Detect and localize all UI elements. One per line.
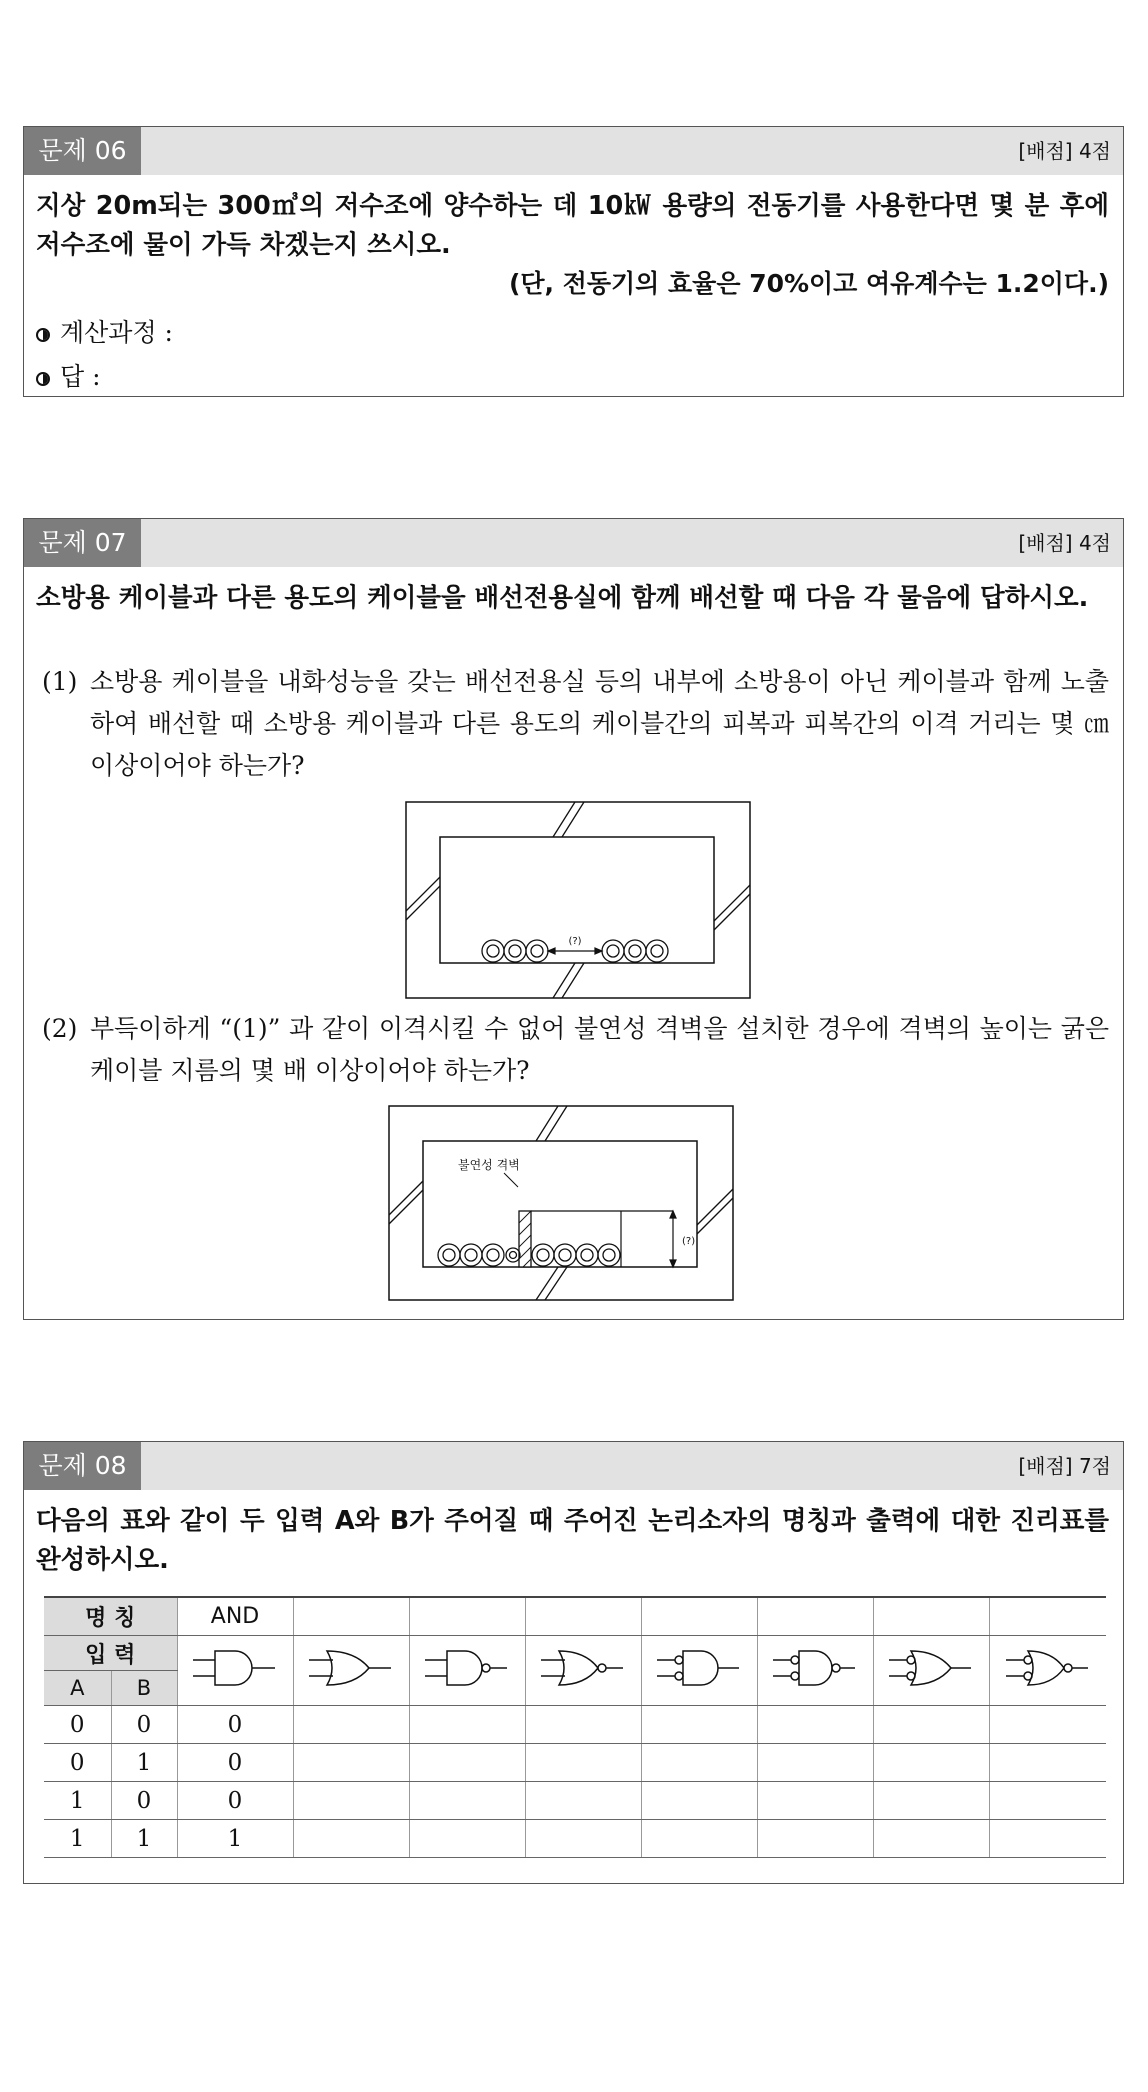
barrier-label: 불연성 격벽 xyxy=(458,1158,520,1172)
output-cell: 0 xyxy=(177,1706,293,1744)
gate-name-cell: AND xyxy=(177,1597,293,1636)
fire-wall-outer xyxy=(406,802,750,998)
output-cell: 1 xyxy=(177,1820,293,1858)
distance-arrow xyxy=(548,948,602,954)
process-label: 계산과정 : xyxy=(60,318,173,347)
question-06-card xyxy=(23,126,1124,397)
height-dimension-arrow xyxy=(670,1211,676,1267)
gate-name-row xyxy=(44,1597,1106,1636)
table-row xyxy=(44,1706,1106,1744)
cable-group-left xyxy=(482,940,548,962)
output-cell[interactable] xyxy=(641,1820,757,1858)
gate-name-cell[interactable] xyxy=(873,1597,989,1636)
input-a-cell: 0 xyxy=(44,1744,111,1782)
input-a-cell: 1 xyxy=(44,1820,111,1858)
name-header: 명 칭 xyxy=(44,1597,177,1636)
height-label: (?) xyxy=(682,1236,696,1247)
gate-symbol-cell xyxy=(757,1636,873,1706)
calculation-process-line xyxy=(36,313,173,349)
output-cell[interactable] xyxy=(989,1820,1106,1858)
gate-symbol-cell xyxy=(177,1636,293,1706)
input-a-cell: 0 xyxy=(44,1706,111,1744)
truth-table xyxy=(44,1596,1106,1858)
or-gate-icon xyxy=(305,1643,397,1693)
and-gate-icon xyxy=(189,1643,281,1693)
output-cell[interactable] xyxy=(989,1744,1106,1782)
column-b-header: B xyxy=(111,1671,177,1706)
half-circle-bullet-icon xyxy=(36,328,50,342)
question-stem: 소방용 케이블과 다른 용도의 케이블을 배선전용실에 함께 배선할 때 다음 각 물음에 답하시오. xyxy=(36,583,1089,613)
gate-name-cell[interactable] xyxy=(989,1597,1106,1636)
output-cell[interactable] xyxy=(409,1744,525,1782)
output-cell[interactable] xyxy=(525,1744,641,1782)
score-label: [배점] 7점 xyxy=(1018,1454,1111,1478)
input-b-cell: 0 xyxy=(111,1706,177,1744)
output-cell[interactable] xyxy=(525,1706,641,1744)
input-header: 입 력 xyxy=(44,1636,177,1671)
column-a-header: A xyxy=(44,1671,111,1706)
input-b-cell: 0 xyxy=(111,1782,177,1820)
sub-question-2 xyxy=(42,1008,1109,1092)
question-header xyxy=(24,127,1123,175)
question-header xyxy=(24,519,1123,567)
output-cell[interactable] xyxy=(293,1820,409,1858)
output-cell[interactable] xyxy=(989,1706,1106,1744)
or-inverted-inputs-gate-icon xyxy=(885,1643,977,1693)
output-cell[interactable] xyxy=(873,1744,989,1782)
sub-question-text: 소방용 케이블을 내화성능을 갖는 배선전용실 등의 내부에 소방용이 아닌 케이블과 함께 노출하여 배선할 때 소방용 케이블과 다른 용도의 케이블간의 피복과 피복간의 이격 거리는 몇 ㎝ 이상이어야 하는가? xyxy=(90,667,1109,780)
output-cell[interactable] xyxy=(525,1782,641,1820)
gate-name-cell[interactable] xyxy=(641,1597,757,1636)
cable-group-right xyxy=(532,1244,620,1266)
output-cell[interactable] xyxy=(757,1706,873,1744)
hatch-marks xyxy=(389,1106,733,1300)
sub-question-number: (2) xyxy=(42,1014,78,1043)
output-cell[interactable] xyxy=(873,1706,989,1744)
input-b-cell: 1 xyxy=(111,1744,177,1782)
question-07-card xyxy=(23,518,1124,1320)
barrier-figure xyxy=(388,1105,748,1301)
sub-question-number: (1) xyxy=(42,667,78,696)
question-stem: 지상 20m되는 300㎥의 저수조에 양수하는 데 10㎾ 용량의 전동기를 사용한다면 몇 분 후에 저수조에 물이 가득 차겠는지 쓰시오. xyxy=(36,191,1109,260)
output-cell[interactable] xyxy=(293,1782,409,1820)
score-label: [배점] 4점 xyxy=(1018,531,1111,555)
table-row xyxy=(44,1820,1106,1858)
gate-name-cell[interactable] xyxy=(757,1597,873,1636)
output-cell: 0 xyxy=(177,1744,293,1782)
question-stem: 다음의 표와 같이 두 입력 A와 B가 주어질 때 주어진 논리소자의 명칭과 출력에 대한 진리표를 완성하시오. xyxy=(36,1506,1109,1575)
table-row xyxy=(44,1744,1106,1782)
output-cell[interactable] xyxy=(757,1820,873,1858)
nand-gate-icon xyxy=(421,1643,513,1693)
nor-gate-icon xyxy=(537,1643,629,1693)
cable-group-left xyxy=(438,1244,520,1266)
gate-symbol-cell xyxy=(293,1636,409,1706)
question-number: 문제 08 xyxy=(24,1442,141,1490)
output-cell[interactable] xyxy=(757,1782,873,1820)
gate-name-cell[interactable] xyxy=(293,1597,409,1636)
input-a-cell: 1 xyxy=(44,1782,111,1820)
gate-symbol-cell xyxy=(525,1636,641,1706)
output-cell[interactable] xyxy=(525,1820,641,1858)
output-cell[interactable] xyxy=(409,1782,525,1820)
question-number: 문제 06 xyxy=(24,127,141,175)
output-cell[interactable] xyxy=(757,1744,873,1782)
question-number: 문제 07 xyxy=(24,519,141,567)
output-cell[interactable] xyxy=(641,1706,757,1744)
and-inverted-inputs-gate-icon xyxy=(653,1643,745,1693)
answer-line xyxy=(36,357,101,393)
fire-wall-outer xyxy=(389,1106,733,1300)
output-cell[interactable] xyxy=(641,1782,757,1820)
output-cell[interactable] xyxy=(293,1706,409,1744)
hatch-marks xyxy=(406,802,750,998)
barrier-leader-line xyxy=(504,1173,518,1187)
separation-label: (?) xyxy=(568,936,582,947)
gate-name-cell[interactable] xyxy=(525,1597,641,1636)
output-cell[interactable] xyxy=(989,1782,1106,1820)
output-cell[interactable] xyxy=(873,1820,989,1858)
cable-group-right xyxy=(602,940,668,962)
gate-symbol-row xyxy=(44,1636,1106,1671)
half-circle-bullet-icon xyxy=(36,372,50,386)
question-08-card xyxy=(23,1441,1124,1884)
score-label: [배점] 4점 xyxy=(1018,139,1111,163)
sub-question-1 xyxy=(42,661,1109,787)
output-cell[interactable] xyxy=(641,1744,757,1782)
output-cell[interactable] xyxy=(409,1820,525,1858)
question-header xyxy=(24,1442,1123,1490)
non-combustible-barrier xyxy=(519,1211,531,1267)
table-row xyxy=(44,1782,1106,1820)
output-cell[interactable] xyxy=(293,1744,409,1782)
gate-name-cell[interactable] xyxy=(409,1597,525,1636)
answer-label: 답 : xyxy=(60,362,101,391)
gate-symbol-cell xyxy=(641,1636,757,1706)
question-condition: (단, 전동기의 효율은 70%이고 여유계수는 1.2이다.) xyxy=(508,269,1109,298)
gate-symbol-cell xyxy=(989,1636,1106,1706)
gate-symbol-cell xyxy=(409,1636,525,1706)
sub-question-text: 부득이하게 “(1)” 과 같이 이격시킬 수 없어 불연성 격벽을 설치한 경우에 격벽의 높이는 굵은 케이블 지름의 몇 배 이상이어야 하는가? xyxy=(90,1014,1109,1085)
nor-inverted-inputs-gate-icon xyxy=(1002,1643,1094,1693)
output-cell[interactable] xyxy=(409,1706,525,1744)
cable-separation-figure xyxy=(405,801,751,999)
input-b-cell: 1 xyxy=(111,1820,177,1858)
output-cell[interactable] xyxy=(873,1782,989,1820)
gate-symbol-cell xyxy=(873,1636,989,1706)
output-cell: 0 xyxy=(177,1782,293,1820)
nand-inverted-inputs-gate-icon xyxy=(769,1643,861,1693)
